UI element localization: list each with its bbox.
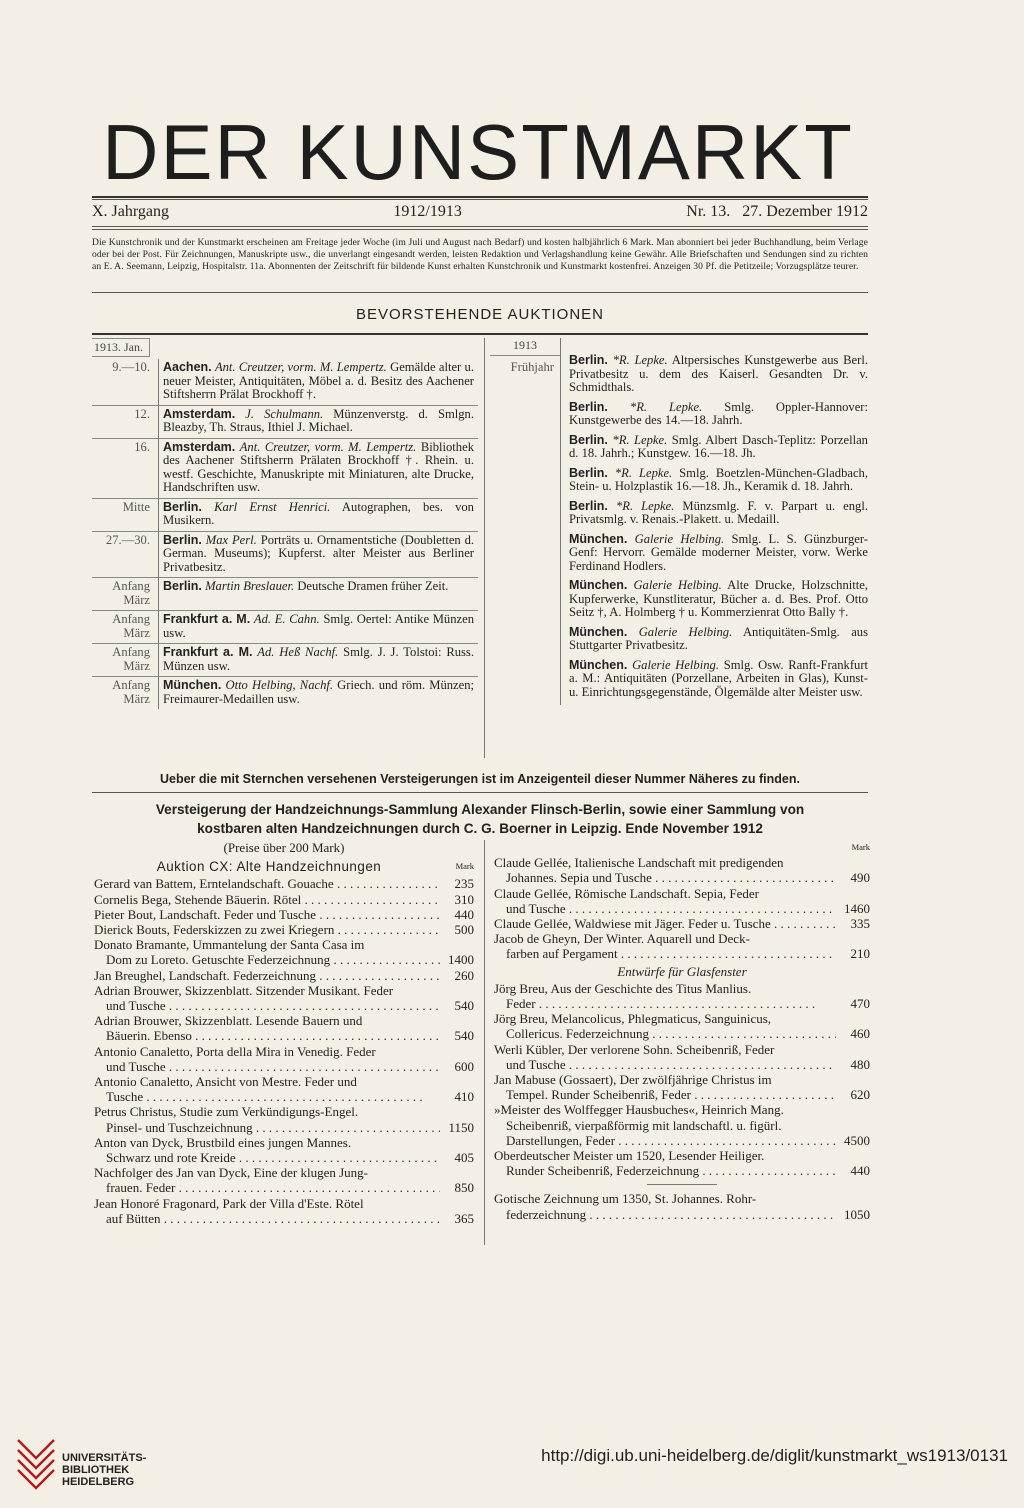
sale-entry bbox=[494, 855, 870, 885]
auction-description: Smlg. Oppler-Hannover: Kunstgewerbe des 14.—18. Jahrh. bbox=[569, 399, 869, 427]
auction-date: 16. bbox=[92, 438, 159, 498]
sale-entry-line: Gotische Zeichnung um 1350, St. Johannes. Rohr- bbox=[494, 1191, 757, 1207]
auction-entry bbox=[569, 401, 868, 428]
sale-entry-text: Dierick Bouts, Federskizzen zu zwei Kriegern . . . bbox=[94, 922, 440, 937]
auction-city: Berlin. bbox=[163, 532, 202, 547]
sale-entry-line: Werli Kübler, Der verlorene Sohn. Scheibenriß, Feder bbox=[494, 1041, 775, 1057]
auction-description: Antiquitäten-Smlg. aus Stuttgarter Privatbesitz. bbox=[569, 624, 868, 652]
auction-date: Anfang März bbox=[92, 611, 159, 644]
auction-description: Smlg. L. S. Günzburger-Genf: Hervorr. Gemälde moderner Meister, vorw. Werke Ferdinand Hodlers. bbox=[569, 531, 868, 573]
sale-entry-line bbox=[494, 1057, 870, 1072]
sale-entry-line bbox=[94, 998, 474, 1013]
sale-entry bbox=[94, 892, 474, 907]
sale-entry-line bbox=[494, 996, 870, 1011]
sale-entry bbox=[494, 1102, 870, 1148]
sale-entry bbox=[94, 983, 474, 1013]
auction-row bbox=[92, 531, 478, 578]
auction-entry bbox=[159, 578, 479, 611]
auction-row bbox=[92, 438, 478, 498]
auction-date: Anfang März bbox=[92, 578, 159, 611]
auction-entry bbox=[159, 359, 479, 405]
auction-firm: *R. Lepke. bbox=[629, 399, 703, 414]
sale-entry bbox=[494, 1042, 870, 1072]
auction-entry bbox=[159, 644, 479, 677]
issue-rule bbox=[92, 226, 868, 227]
sale-entry-text: Tusche . . . bbox=[106, 1089, 440, 1104]
sale-title-line2: kostbaren alten Handzeichnungen durch C. G. Boerner in Leipzig. Ende November 1912 bbox=[197, 821, 763, 836]
auction-city: Amsterdam. bbox=[163, 406, 236, 421]
auction-firm: Ad. Heß Nachf. bbox=[257, 645, 339, 659]
library-line2: BIBLIOTHEK bbox=[62, 1464, 130, 1476]
auction-description: Smlg. J. J. Tolstoi: Russ. Münzen usw. bbox=[163, 645, 474, 673]
source-url[interactable]: http://digi.ub.uni-heidelberg.de/diglit/kunstmarkt_ws1913/0131 bbox=[541, 1446, 1008, 1465]
sale-entry-text: Collericus. Federzeichnung . . . bbox=[506, 1026, 836, 1041]
issue-line bbox=[92, 203, 868, 221]
masthead-title: DER KUNSTMARKT bbox=[102, 108, 854, 196]
footnote: Ueber die mit Sternchen versehenen Versteigerungen ist im Anzeigenteil dieser Nummer Näheres zu finden. bbox=[159, 772, 800, 786]
sale-entry-text: frauen. Feder . . . bbox=[106, 1180, 440, 1195]
auction-city: München. bbox=[569, 657, 628, 672]
sale-entry bbox=[94, 1044, 474, 1074]
sale-entry-text: Pinsel- und Tuschzeichnung . . . bbox=[106, 1120, 440, 1135]
auction-firm: Max Perl. bbox=[205, 532, 257, 547]
sale-entry-line bbox=[94, 1120, 474, 1135]
sale-entry-price: 260 bbox=[454, 967, 474, 983]
auction-firm: *R. Lepke. bbox=[614, 465, 673, 480]
auction-firm: *R. Lepke. bbox=[612, 432, 668, 447]
library-line1: UNIVERSITÄTS- bbox=[62, 1452, 147, 1464]
sale-entry bbox=[94, 968, 474, 983]
sale-entry-price: 440 bbox=[850, 1163, 870, 1179]
prices-note: (Preise über 200 Mark) bbox=[223, 840, 345, 855]
sale-entry-text: Jan Breughel, Landschaft. Federzeichnung . . . bbox=[94, 968, 440, 983]
sale-entry-text: Bäuerin. Ebenso . . . bbox=[106, 1028, 440, 1043]
auction-firm: Ant. Creutzer, vorm. M. Lempertz. bbox=[239, 439, 417, 454]
right-auction-table bbox=[490, 338, 868, 705]
auction-firm: *R. Lepke. bbox=[615, 498, 675, 513]
auction-description: Altpersisches Kunstgewerbe aus Berl. Privatbesitz u. dem des Kaiserl. Gesandten Dr. v. Schmidthals. bbox=[569, 353, 868, 394]
auction-firm: Karl Ernst Henrici. bbox=[214, 499, 331, 514]
sale-right-column bbox=[494, 840, 870, 1222]
sale-entry-text: federzeichnung . . . bbox=[506, 1207, 836, 1222]
auction-city: München. bbox=[569, 531, 628, 546]
sale-entry-price: 1150 bbox=[448, 1119, 474, 1135]
auction-date: 27.—30. bbox=[92, 531, 159, 578]
sale-entry-text: Dom zu Loreto. Getuschte Federzeichnung . . . bbox=[106, 952, 440, 967]
sale-entry-line: Donato Bramante, Ummantelung der Santa Casa im bbox=[94, 937, 365, 953]
right-date-column bbox=[490, 338, 561, 705]
auction-city: Berlin. bbox=[569, 353, 608, 367]
auction-entry bbox=[569, 579, 868, 620]
library-name bbox=[62, 1452, 146, 1488]
sale-entry-text: Darstellungen, Feder . . . bbox=[506, 1133, 836, 1148]
sale-entry-line: Oberdeutscher Meister um 1520, Lesender Heiliger. bbox=[494, 1148, 765, 1164]
notice-rule bbox=[92, 292, 868, 293]
sale-entry-price: 405 bbox=[454, 1150, 474, 1166]
auction-city: Berlin. bbox=[569, 465, 608, 480]
sale-entry-line bbox=[494, 1026, 870, 1041]
sale-entry-price: 210 bbox=[850, 946, 870, 962]
right-mark-label: Mark bbox=[851, 842, 870, 852]
sale-entry-line: Nachfolger des Jan van Dyck, Eine der klugen Jung- bbox=[94, 1165, 368, 1181]
sale-entry-line: »Meister des Wolffegger Hausbuches«, Heinrich Mang. bbox=[494, 1102, 784, 1118]
sale-column-divider bbox=[484, 840, 485, 1245]
sale-entry bbox=[94, 1135, 474, 1165]
sale-entry-text: Pieter Bout, Landschaft. Feder und Tusche . . . bbox=[94, 907, 440, 922]
library-line3: HEIDELBERG bbox=[62, 1476, 135, 1488]
sale-entry-price: 470 bbox=[850, 996, 870, 1012]
sale-entry-text: und Tusche . . . bbox=[106, 1059, 440, 1074]
auction-entry bbox=[569, 434, 868, 461]
sale-entry-line bbox=[94, 922, 474, 937]
sale-entry-line: Scheibenriß, vierpaßförmig mit landschaftl. u. figürl. bbox=[506, 1117, 782, 1133]
sale-entry-price: 410 bbox=[454, 1089, 474, 1105]
auction-date: Anfang März bbox=[92, 644, 159, 677]
sale-entry-price: 600 bbox=[454, 1058, 474, 1074]
footnote-rule bbox=[92, 792, 868, 793]
sale-entry bbox=[94, 1074, 474, 1104]
masthead-rule-thin bbox=[92, 199, 868, 200]
auction-entry bbox=[159, 498, 479, 531]
auction-firm: Galerie Helbing. bbox=[633, 578, 722, 592]
auction-firm: Ad. E. Cahn. bbox=[253, 612, 320, 626]
sale-entry bbox=[494, 1011, 870, 1041]
masthead-rule bbox=[92, 196, 868, 198]
sale-entry-price: 500 bbox=[454, 922, 474, 938]
sale-entry-text: Johannes. Sepia und Tusche . . . bbox=[506, 870, 836, 885]
section-rule bbox=[92, 333, 868, 335]
auction-firm: Otto Helbing, Nachf. bbox=[225, 678, 334, 692]
section-title: BEVORSTEHENDE AUKTIONEN bbox=[355, 306, 605, 323]
sale-entry-line bbox=[494, 1087, 870, 1102]
sale-entry bbox=[494, 1191, 870, 1221]
sale-entry-text: Claude Gellée, Waldwiese mit Jäger. Feder u. Tusche . . . bbox=[494, 916, 836, 931]
sale-entry-line: Jacob de Gheyn, Der Winter. Aquarell und Deck- bbox=[494, 931, 750, 947]
auction-city: Frankfurt a. M. bbox=[163, 612, 251, 626]
auction-entry bbox=[159, 405, 479, 438]
auction-description: Autographen, bes. von Musikern. bbox=[163, 499, 474, 527]
sale-entry-line bbox=[94, 1028, 474, 1043]
sale-entry-text: Runder Scheibenriß, Federzeichnung . . . bbox=[506, 1163, 836, 1178]
auction-date: Anfang März bbox=[92, 677, 159, 710]
right-table-header: 1913 bbox=[490, 338, 560, 356]
sale-left-entries bbox=[94, 876, 474, 1226]
left-table bbox=[92, 359, 478, 709]
auction-description: Bibliothek des Aachener Stiftsherrn Prälaten Brockhoff †. Rhein. u. westf. Geschichte, Manuskripte mit Miniaturen, alte Drucke, Handschriften usw. bbox=[163, 439, 474, 494]
auction-description: Griech. und röm. Münzen; Freimaurer-Medaillen usw. bbox=[163, 678, 475, 706]
sale-entry-price: 540 bbox=[454, 1028, 474, 1044]
sale-entry-line: Jan Mabuse (Gossaert), Der zwölfjährige Christus im bbox=[494, 1072, 772, 1088]
auction-city: Amsterdam. bbox=[163, 439, 236, 454]
auction-entry bbox=[159, 677, 479, 710]
sale-entry-price: 1400 bbox=[448, 952, 474, 968]
sale-entry-text: Cornelis Bega, Stehende Bäuerin. Rötel . . . bbox=[94, 892, 440, 907]
sale-entry-text: Tempel. Runder Scheibenriß, Feder . . . bbox=[506, 1087, 836, 1102]
auction-title: Auktion CX: Alte Handzeichnungen bbox=[156, 859, 382, 875]
sale-entry-line bbox=[94, 952, 474, 967]
university-seal-icon bbox=[12, 1436, 60, 1492]
sale-entry-price: 540 bbox=[454, 998, 474, 1014]
sale-title-line1: Versteigerung der Handzeichnungs-Sammlung Alexander Flinsch-Berlin, sowie einer Sammlung von bbox=[155, 802, 805, 817]
sale-entry-price: 235 bbox=[454, 876, 474, 892]
sale-entry-text: und Tusche . . . bbox=[506, 1057, 836, 1072]
issue-years: 1912/1913 bbox=[393, 203, 462, 220]
sale-entry-line: Adrian Brouwer, Skizzenblatt. Lesende Bauern und bbox=[94, 1013, 363, 1029]
sale-entry-line bbox=[94, 1059, 474, 1074]
auction-row bbox=[92, 677, 478, 710]
auction-entry bbox=[159, 438, 479, 498]
auction-firm: Ant. Creutzer, vorm. M. Lempertz. bbox=[214, 360, 387, 374]
sale-entry-text: Gerard van Battem, Erntelandschaft. Gouache . . . bbox=[94, 876, 440, 891]
auction-firm: Galerie Helbing. bbox=[638, 624, 733, 639]
issue-rule-thin bbox=[92, 229, 868, 230]
auction-row bbox=[92, 405, 478, 438]
sale-entry-line: Petrus Christus, Studie zum Verkündigungs-Engel. bbox=[94, 1104, 359, 1120]
sale-entry-line: Antonio Canaletto, Porta della Mira in Venedig. Feder bbox=[94, 1043, 376, 1059]
auction-entry bbox=[569, 626, 868, 653]
sale-entry bbox=[494, 916, 870, 931]
mark-label: Mark bbox=[455, 861, 474, 872]
auction-entry bbox=[569, 500, 868, 527]
sale-entry-price: 1460 bbox=[844, 900, 870, 916]
sale-entry-line: Jörg Breu, Aus der Geschichte des Titus Manlius. bbox=[494, 980, 752, 996]
auction-description: Smlg. Albert Dasch-Teplitz: Porzellan d. 18. Jahrh.; Kunstgew. 16.—18. Jh. bbox=[569, 432, 868, 460]
auction-row bbox=[92, 644, 478, 677]
sale-entry bbox=[94, 1165, 474, 1195]
right-table-rows bbox=[561, 338, 868, 705]
auction-entry bbox=[569, 659, 868, 700]
auction-city: Berlin. bbox=[569, 498, 608, 513]
sale-entry-text: auf Bütten . . . bbox=[106, 1211, 440, 1226]
auction-date: Mitte bbox=[92, 498, 159, 531]
sale-entry-line bbox=[494, 901, 870, 916]
sale-entry-line: Antonio Canaletto, Ansicht von Mestre. Feder und bbox=[94, 1074, 357, 1090]
sale-entry-price: 335 bbox=[850, 916, 870, 932]
sale-entry-price: 4500 bbox=[844, 1132, 870, 1148]
auction-entry bbox=[569, 354, 868, 395]
sale-entry bbox=[94, 922, 474, 937]
left-auction-table bbox=[92, 338, 478, 709]
column-divider bbox=[484, 338, 485, 758]
sale-entry-text: farben auf Pergament . . . bbox=[506, 946, 836, 961]
sale-title bbox=[92, 800, 868, 838]
sale-entry-line bbox=[94, 1211, 474, 1226]
sale-entry-line bbox=[94, 876, 474, 891]
sale-right-entries bbox=[494, 855, 870, 961]
auction-row bbox=[92, 578, 478, 611]
auction-description: Porträts u. Ornamentstiche (Doubletten d. German. Museums); Kupferst. alter Meister aus Berliner Privatbesitz. bbox=[163, 532, 475, 574]
auction-city: München. bbox=[569, 578, 628, 592]
sale-entry-line bbox=[94, 1180, 474, 1195]
auction-city: Aachen. bbox=[163, 360, 212, 374]
sale-entry-price: 850 bbox=[454, 1180, 474, 1196]
auction-firm: Galerie Helbing. bbox=[632, 657, 719, 672]
sale-entry bbox=[494, 1072, 870, 1102]
sale-entry bbox=[494, 931, 870, 961]
sale-entry-line bbox=[94, 907, 474, 922]
sale-entry-line bbox=[94, 1089, 474, 1104]
entries-divider bbox=[647, 1184, 717, 1185]
sale-entry-price: 490 bbox=[850, 870, 870, 886]
sale-entry bbox=[94, 907, 474, 922]
auction-firm: J. Schulmann. bbox=[245, 406, 324, 421]
sale-entry bbox=[494, 886, 870, 916]
sale-entry-price: 1050 bbox=[844, 1206, 870, 1222]
auction-entry bbox=[569, 467, 868, 494]
volume: X. Jahrgang bbox=[92, 203, 170, 220]
auction-entry bbox=[159, 611, 479, 644]
sale-entry-line: Adrian Brouwer, Skizzenblatt. Sitzender Musikant. Feder bbox=[94, 982, 394, 998]
auction-firm: Galerie Helbing. bbox=[634, 531, 725, 546]
subheading-glass: Entwürfe für Glasfenster bbox=[617, 963, 747, 979]
sale-entry-price: 620 bbox=[850, 1087, 870, 1103]
sale-entry bbox=[94, 1196, 474, 1226]
sale-entry-price: 440 bbox=[454, 906, 474, 922]
sale-entry-line bbox=[494, 946, 870, 961]
auction-description: Alte Drucke, Holzschnitte, Kupferwerke, Kunstliteratur, Bücher a. d. Bes. Prof. Otto Seitz †, A. Holmberg † u. Kommerzienrat Otto Bally †. bbox=[569, 578, 868, 619]
auction-description: Smlg. Boetzlen-München-Gladbach, Stein- u. Holzplastik 16.—18. Jh., Keramik d. 18. Jahrh. bbox=[569, 465, 868, 493]
auction-city: Berlin. bbox=[163, 579, 202, 593]
auction-city: München. bbox=[163, 678, 222, 692]
sale-entry bbox=[94, 1013, 474, 1043]
auction-city: Frankfurt a. M. bbox=[163, 645, 253, 659]
auction-row bbox=[92, 498, 478, 531]
auction-date: 9.—10. bbox=[92, 359, 159, 405]
sale-entry-text: und Tusche . . . bbox=[106, 998, 440, 1013]
sale-entry-line bbox=[94, 892, 474, 907]
auction-firm: Martin Breslauer. bbox=[205, 579, 295, 593]
sale-entry bbox=[494, 1148, 870, 1178]
sale-entry-line: Jörg Breu, Melancolicus, Phlegmaticus, Sanguinicus, bbox=[494, 1011, 772, 1027]
sale-right-entries-3 bbox=[494, 1191, 870, 1221]
sale-entry bbox=[94, 937, 474, 967]
auction-description: Münzsmlg. F. v. Parpart u. engl. Privatsmlg. v. Renais.-Plakett. u. Medaill. bbox=[569, 498, 868, 526]
auction-description: Smlg. Oertel: Antike Münzen usw. bbox=[163, 612, 474, 640]
auction-description: Deutsche Dramen früher Zeit. bbox=[297, 579, 449, 593]
sale-left-column bbox=[94, 840, 474, 1226]
auction-date: 12. bbox=[92, 405, 159, 438]
auction-firm: *R. Lepke. bbox=[612, 353, 668, 367]
sale-entry-price: 480 bbox=[850, 1056, 870, 1072]
sale-right-entries-2 bbox=[494, 981, 870, 1179]
sale-entry-text: Schwarz und rote Kreide . . . bbox=[106, 1150, 440, 1165]
sale-entry-price: 365 bbox=[454, 1210, 474, 1226]
publication-notice: Die Kunstchronik und der Kunstmarkt erscheinen am Freitage jeder Woche (im Juli und August nach Bedarf) und kosten halbjährlich 6 Mark. Man abonniert bei jeder Buchhandlung, beim Verlage oder bei der Post. Für Zeichnungen, Manuskripte usw., die unverlangt eingesandt werden, leisten Redaktion und Verlagshandlung keine Gewähr. Alle Briefschaften und Sendungen sind zu richten an E. A. Seemann, Leipzig, Hospitalstr. 11a. Abonnenten der Zeitschrift für bildende Kunst erhalten Kunstchronik und Kunstmarkt kostenfrei. Anzeigen 30 Pf. die Petitzeile; Vorzugsplätze teurer. bbox=[92, 237, 868, 272]
sale-entry-line: Anton van Dyck, Brustbild eines jungen Mannes. bbox=[94, 1134, 352, 1150]
sale-entry-line: Jean Honoré Fragonard, Park der Villa d'Este. Rötel bbox=[94, 1195, 364, 1211]
auction-entry bbox=[569, 533, 868, 574]
sale-entry-line bbox=[494, 1163, 870, 1178]
sale-entry bbox=[494, 981, 870, 1011]
auction-description: Gemälde alter u. neuer Meister, Antiquitäten, Möbel a. d. Besitz des Aachener Stiftsherrn Prälat Brockhoff †. bbox=[163, 360, 474, 401]
sale-entry bbox=[94, 1104, 474, 1134]
sale-entry-line: Claude Gellée, Römische Landschaft. Sepia, Feder bbox=[494, 885, 759, 901]
sale-entry-text: Feder . . . bbox=[506, 996, 836, 1011]
sale-entry-line bbox=[494, 1133, 870, 1148]
sale-entry-price: 460 bbox=[850, 1026, 870, 1042]
left-table-header: 1913. Jan. bbox=[92, 338, 150, 357]
issue-number-date: Nr. 13. 27. Dezember 1912 bbox=[686, 203, 868, 220]
sale-entry-line bbox=[94, 968, 474, 983]
auction-city: Berlin. bbox=[569, 399, 608, 414]
auction-entry bbox=[159, 531, 479, 578]
auction-row bbox=[92, 611, 478, 644]
sale-entry-line bbox=[494, 916, 870, 931]
auction-row bbox=[92, 359, 478, 405]
auction-city: München. bbox=[569, 624, 628, 639]
sale-entry bbox=[94, 876, 474, 891]
sale-entry-text: und Tusche . . . bbox=[506, 901, 836, 916]
auction-city: Berlin. bbox=[569, 432, 608, 447]
sale-entry-line bbox=[94, 1150, 474, 1165]
sale-entry-line bbox=[494, 870, 870, 885]
sale-entry-price: 310 bbox=[454, 891, 474, 907]
sale-entry-line: Claude Gellée, Italienische Landschaft mit predigenden bbox=[494, 855, 784, 871]
auction-description: Münzenverstg. d. Smlgn. Bleazby, Th. Straus, Ithiel J. Michael. bbox=[163, 406, 474, 434]
auction-city: Berlin. bbox=[163, 499, 202, 514]
sale-entry-line bbox=[494, 1207, 870, 1222]
right-table-date: Frühjahr bbox=[510, 360, 554, 374]
auction-description: Smlg. Osw. Ranft-Frankfurt a. M.: Antiquitäten (Porzellane, Arbeiten in Glas), Kunst- u. Einrichtungsgegenstände, Ölgemälde alter Meister usw. bbox=[569, 657, 869, 699]
